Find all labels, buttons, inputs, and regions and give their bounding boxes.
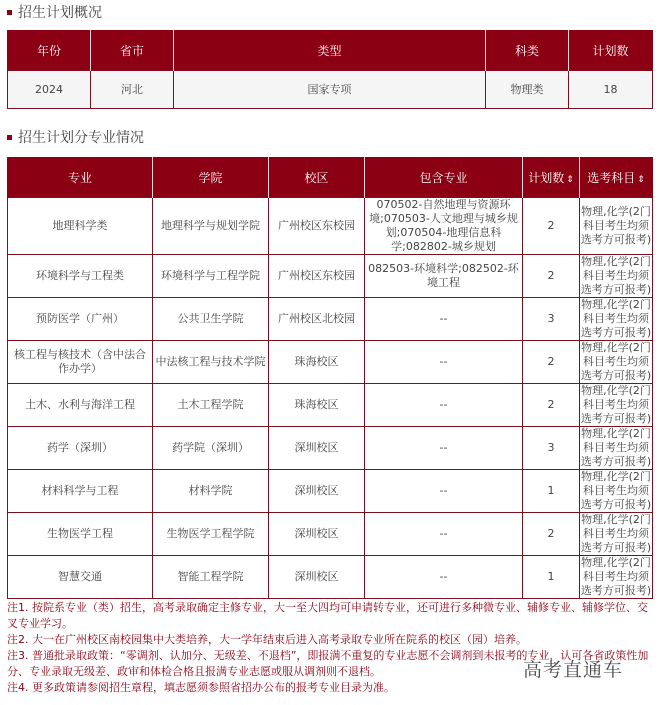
table-row [8,513,653,556]
table-row [8,71,653,109]
cell-includes: -- [365,513,523,556]
section-title-text: 招生计划分专业情况 [18,130,144,146]
cell-subjects: 物理,化学(2门科目考生均须选考方可报考) [580,556,652,597]
header-category: 科类 [486,30,569,71]
cell-plan: 2 [523,198,580,255]
cell-includes: -- [365,427,523,470]
cell-major: 智慧交通 [8,556,153,599]
cell-major: 土木、水利与海洋工程 [8,384,153,427]
section-title-text: 招生计划概况 [18,5,102,21]
table-row [8,384,653,427]
cell-plan: 1 [523,556,580,599]
cell-type: 国家专项 [174,71,486,109]
header-subjects-sortable[interactable] [580,157,653,198]
cell-plan: 3 [523,298,580,341]
cell-campus: 深圳校区 [269,556,365,599]
cell-includes: 070502-自然地理与资源环境;070503-人文地理与城乡规划;070504-地理信息科学;082802-城乡规划 [365,198,523,255]
cell-college: 材料学院 [153,470,269,513]
section-title-majors [7,127,144,147]
cell-campus: 广州校区东校园 [269,255,365,298]
cell-college: 环境科学与工程学院 [153,255,269,298]
note-3: 注3. 普通批录取政策：“零调剂、认加分、无级差、不退档”，即报满不重复的专业志愿不会调剂到未报考的专业，认可各省政策性加分、专业录取无级差、政审和体检合格且报满专业志愿或服从调剂则不退档。 [7,649,649,678]
cell-major: 预防医学（广州） [8,298,153,341]
header-plan-count: 计划数 [569,30,653,71]
cell-major: 环境科学与工程类 [8,255,153,298]
table-row [8,198,653,255]
section-title-overview [7,2,102,22]
cell-subjects: 物理,化学(2门科目考生均须选考方可报考) [580,470,652,511]
watermark-text: 高考直通车 [523,659,624,681]
cell-major: 药学（深圳） [8,427,153,470]
cell-campus: 深圳校区 [269,427,365,470]
cell-college: 公共卫生学院 [153,298,269,341]
cell-includes: -- [365,470,523,513]
cell-campus: 广州校区北校园 [269,298,365,341]
cell-campus: 深圳校区 [269,470,365,513]
cell-includes: -- [365,384,523,427]
cell-subjects: 物理,化学(2门科目考生均须选考方可报考) [580,198,653,255]
cell-campus: 深圳校区 [269,513,365,556]
note-2: 注2. 大一在广州校区南校园集中大类培养，大一学年结束后进入高考录取专业所在院系的校区（园）培养。 [7,633,527,646]
overview-table [7,30,653,109]
cell-includes: -- [365,556,523,599]
cell-subjects: 物理,化学(2门科目考生均须选考方可报考) [580,341,652,382]
cell-major: 核工程与核技术（含中法合作办学） [8,341,153,384]
sort-icon[interactable]: ⇕ [566,174,574,185]
cell-province: 河北 [91,71,174,109]
table-row [8,298,653,341]
cell-includes: -- [365,341,523,384]
cell-subjects: 物理,化学(2门科目考生均须选考方可报考) [580,427,652,468]
header-campus: 校区 [269,157,365,198]
cell-plan: 1 [523,470,580,513]
cell-includes: -- [365,298,523,341]
cell-subjects: 物理,化学(2门科目考生均须选考方可报考) [580,255,652,296]
cell-year: 2024 [8,71,91,109]
cell-college: 中法核工程与技术学院 [153,341,269,384]
cell-major: 材料科学与工程 [8,470,153,513]
header-year: 年份 [8,30,91,71]
cell-college: 智能工程学院 [153,556,269,599]
header-province: 省市 [91,30,174,71]
header-college: 学院 [153,157,269,198]
majors-table [7,157,653,599]
cell-campus: 珠海校区 [269,384,365,427]
header-subjects-label: 选考科目 [587,170,636,185]
cell-college: 生物医学工程学院 [153,513,269,556]
cell-major: 地理科学类 [8,198,153,255]
cell-subjects: 物理,化学(2门科目考生均须选考方可报考) [580,384,652,425]
table-header-row [8,30,653,71]
cell-plan: 2 [523,384,580,427]
cell-plan: 3 [523,427,580,470]
header-major: 专业 [8,157,153,198]
cell-campus: 广州校区东校园 [269,198,365,255]
note-4: 注4. 更多政策请参阅招生章程，填志愿须参照省招办公布的报考专业目录为准。 [7,681,395,694]
cell-college: 药学院（深圳） [153,427,269,470]
header-plan-sortable[interactable] [523,157,580,198]
cell-campus: 珠海校区 [269,341,365,384]
note-1: 注1. 按院系专业（类）招生，高考录取确定主修专业，大一至大四均可申请转专业，还可进行多种微专业、辅修专业、辅修学位、交叉专业学习。 [7,601,648,630]
cell-plan-count: 18 [569,71,653,109]
header-type: 类型 [174,30,486,71]
cell-college: 地理科学与规划学院 [153,198,269,255]
sort-icon[interactable]: ⇕ [637,174,645,185]
cell-includes: 082503-环境科学;082502-环境工程 [365,255,523,298]
bullet-icon [7,10,12,15]
table-row [8,427,653,470]
table-row [8,470,653,513]
cell-subjects: 物理,化学(2门科目考生均须选考方可报考) [580,298,652,339]
cell-subjects: 物理,化学(2门科目考生均须选考方可报考) [580,513,652,554]
cell-plan: 2 [523,341,580,384]
cell-plan: 2 [523,255,580,298]
table-row [8,255,653,298]
cell-plan: 2 [523,513,580,556]
cell-major: 生物医学工程 [8,513,153,556]
table-header-row [8,157,653,198]
cell-college: 土木工程学院 [153,384,269,427]
table-row [8,341,653,384]
header-plan-label: 计划数 [528,170,565,185]
header-includes: 包含专业 [365,157,523,198]
bullet-icon [7,135,12,140]
table-row [8,556,653,599]
cell-category: 物理类 [486,71,569,109]
